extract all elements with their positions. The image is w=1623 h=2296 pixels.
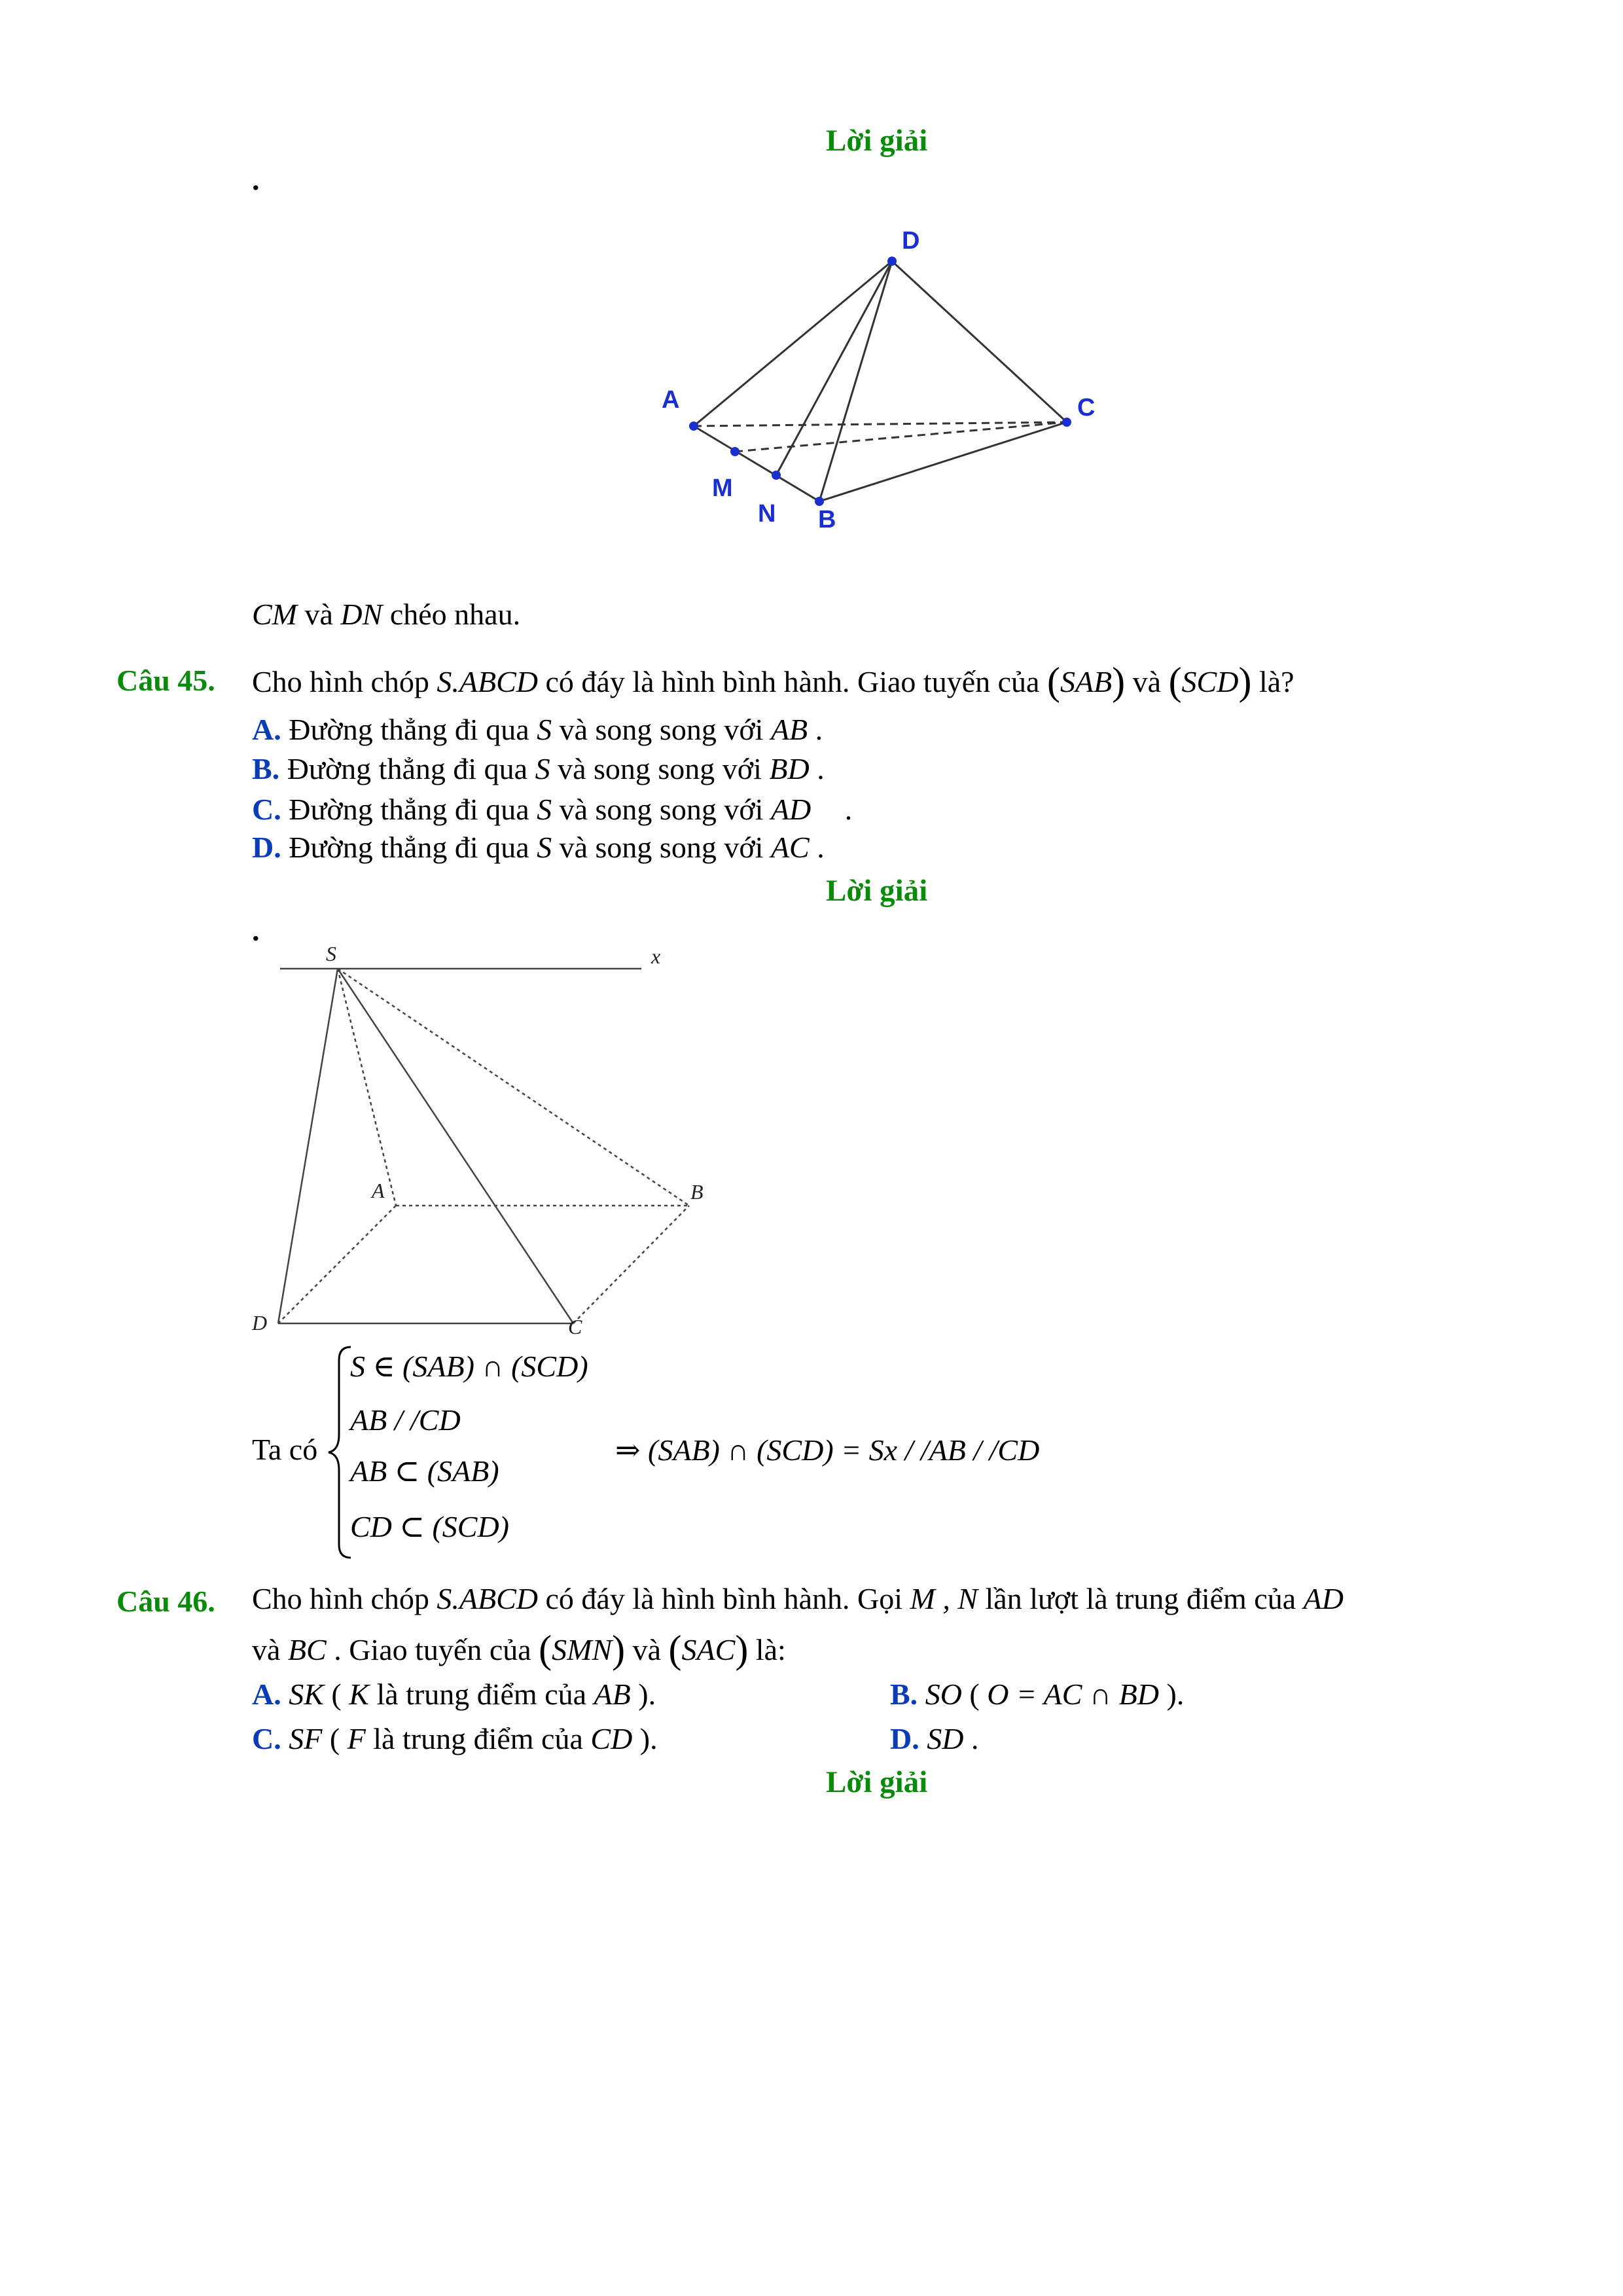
option-segment: CD bbox=[590, 1722, 633, 1755]
option-letter: A. bbox=[252, 713, 281, 746]
q45-option-b[interactable] bbox=[252, 751, 825, 786]
q45-pyramid: S.ABCD bbox=[437, 665, 538, 698]
conclusion-text: chéo nhau. bbox=[389, 598, 521, 631]
label-D: D bbox=[902, 227, 920, 255]
option-letter: C. bbox=[252, 1722, 281, 1755]
option-end: . bbox=[809, 831, 825, 864]
edge-DC bbox=[892, 261, 1067, 422]
q46-text-end: là: bbox=[748, 1633, 786, 1666]
q46-text-1: Cho hình chóp bbox=[252, 1582, 437, 1615]
system-intro: Ta có bbox=[252, 1433, 318, 1466]
question-46-line-1 bbox=[252, 1581, 1522, 1616]
point-D bbox=[887, 257, 897, 266]
option-close: ). bbox=[630, 1677, 656, 1711]
label-x: x bbox=[651, 944, 661, 968]
q46-plane-SAC: SAC bbox=[681, 1633, 736, 1666]
system-line-4: CD ⊂ (SCD) bbox=[350, 1510, 509, 1543]
option-text: Đường thẳng đi qua bbox=[289, 713, 537, 746]
label-C: C bbox=[568, 1315, 582, 1338]
q46-seg-BC: BC bbox=[287, 1633, 327, 1666]
pyramid-figure bbox=[249, 929, 746, 1348]
option-text: Đường thẳng đi qua bbox=[289, 831, 537, 864]
q46-points: M , N bbox=[910, 1582, 978, 1615]
label-B: B bbox=[690, 1180, 704, 1204]
q45-option-d[interactable] bbox=[252, 830, 825, 865]
label-C: C bbox=[1077, 394, 1096, 422]
option-letter: B. bbox=[890, 1677, 918, 1711]
edge-BC bbox=[819, 422, 1067, 501]
option-segment: BD bbox=[769, 752, 810, 785]
conj-text: và bbox=[304, 598, 333, 631]
bullet-dot-2: . bbox=[252, 914, 260, 947]
q45-and: và bbox=[1125, 665, 1169, 698]
q46-text-4: và bbox=[252, 1633, 288, 1666]
q46-text-2: có đáy là hình bình hành. Gọi bbox=[538, 1582, 910, 1615]
q45-option-a[interactable] bbox=[252, 712, 823, 747]
edge-DA bbox=[694, 261, 892, 426]
option-main: SF bbox=[289, 1722, 323, 1755]
edge-MC-hidden bbox=[735, 422, 1067, 452]
option-main: SO bbox=[925, 1677, 962, 1711]
point-M bbox=[730, 447, 740, 456]
option-point: S bbox=[537, 793, 552, 826]
tetrahedron-figure bbox=[641, 223, 1126, 537]
q45-plane-SAB: SAB bbox=[1060, 665, 1113, 698]
question-45-number: Câu 45. bbox=[116, 664, 215, 697]
option-point: S bbox=[535, 752, 550, 785]
option-segment: AC bbox=[770, 831, 810, 864]
system-line-2: AB / /CD bbox=[350, 1403, 461, 1437]
edge-DN bbox=[776, 261, 892, 475]
option-open: ( bbox=[323, 1677, 349, 1711]
option-text-2: và song song với bbox=[550, 752, 770, 785]
solution-heading-2: Lời giải bbox=[826, 874, 928, 908]
label-A: A bbox=[662, 386, 680, 414]
option-segment: AB bbox=[594, 1677, 631, 1711]
label-M: M bbox=[712, 475, 733, 502]
option-close: ). bbox=[1159, 1677, 1185, 1711]
edge-SD bbox=[278, 969, 338, 1323]
q45-text-end: là? bbox=[1251, 665, 1294, 698]
edge-AD-hidden bbox=[278, 1206, 396, 1323]
edge-CB bbox=[573, 1206, 689, 1323]
edge-AC-hidden bbox=[694, 422, 1067, 426]
option-segment: AB bbox=[770, 713, 808, 746]
system-line-3: AB ⊂ (SAB) bbox=[350, 1454, 499, 1488]
q46-option-b[interactable] bbox=[890, 1677, 1184, 1712]
option-close: ). bbox=[632, 1722, 658, 1755]
q45-option-c[interactable] bbox=[252, 792, 852, 827]
question-46-number: Câu 46. bbox=[116, 1585, 215, 1618]
q46-and: và bbox=[625, 1633, 669, 1666]
point-A bbox=[689, 422, 698, 431]
bullet-dot-1: . bbox=[252, 163, 260, 196]
system-result: ⇒ (SAB) ∩ (SCD) = Sx / /AB / /CD bbox=[615, 1433, 1040, 1467]
label-D: D bbox=[252, 1311, 268, 1335]
option-letter: D. bbox=[890, 1722, 919, 1755]
q45-plane-SCD: SCD bbox=[1181, 665, 1239, 698]
label-N: N bbox=[758, 500, 776, 528]
option-text: Đường thẳng đi qua bbox=[287, 752, 535, 785]
option-letter: D. bbox=[252, 831, 281, 864]
option-open: ( bbox=[961, 1677, 988, 1711]
edge-DB bbox=[819, 261, 892, 501]
solution-heading-3: Lời giải bbox=[826, 1765, 928, 1799]
option-text-2: và song song với bbox=[552, 713, 771, 746]
option-main: SD bbox=[927, 1722, 964, 1755]
option-point: K bbox=[349, 1677, 369, 1711]
label-B: B bbox=[818, 506, 836, 533]
option-expression: O = AC ∩ BD bbox=[987, 1677, 1159, 1711]
option-letter: A. bbox=[252, 1677, 281, 1711]
q46-pyramid: S.ABCD bbox=[437, 1582, 538, 1615]
edge-SC bbox=[338, 969, 573, 1323]
option-text: Đường thẳng đi qua bbox=[289, 793, 537, 826]
option-end: . bbox=[808, 713, 823, 746]
line-DN: DN bbox=[340, 598, 383, 631]
label-A: A bbox=[372, 1179, 385, 1202]
q46-option-a[interactable] bbox=[252, 1677, 656, 1712]
option-point: F bbox=[347, 1722, 366, 1755]
q46-option-d[interactable] bbox=[890, 1721, 978, 1756]
option-text: là trung điểm của bbox=[365, 1722, 591, 1755]
line-CM: CM bbox=[252, 598, 297, 631]
q46-text-3: lần lượt là trung điểm của bbox=[978, 1582, 1304, 1615]
option-point: S bbox=[537, 831, 552, 864]
option-open: ( bbox=[322, 1722, 348, 1755]
q46-option-c[interactable] bbox=[252, 1721, 658, 1756]
option-text-2: và song song với bbox=[552, 793, 771, 826]
option-end: . bbox=[837, 793, 853, 826]
edge-SB bbox=[338, 969, 689, 1206]
question-45-prompt: Cho hình chóp S.ABCD có đáy là hình bình hành. Giao tuyến của (SAB) và (SCD) là? bbox=[252, 660, 1294, 703]
q45-text-2: có đáy là hình bình hành. Giao tuyến của bbox=[538, 665, 1047, 698]
option-point: S bbox=[537, 713, 552, 746]
option-close: . bbox=[963, 1722, 979, 1755]
point-N bbox=[772, 471, 781, 480]
solution-heading-1: Lời giải bbox=[826, 124, 928, 158]
edge-SA-hidden bbox=[338, 969, 396, 1206]
system-line-1: S ∈ (SAB) ∩ (SCD) bbox=[350, 1350, 588, 1383]
point-C bbox=[1062, 418, 1071, 427]
option-end: . bbox=[809, 752, 825, 785]
option-text-2: và song song với bbox=[552, 831, 771, 864]
q46-seg-AD: AD bbox=[1303, 1582, 1344, 1615]
q45-text-1: Cho hình chóp bbox=[252, 665, 437, 698]
option-letter: C. bbox=[252, 793, 281, 826]
option-main: SK bbox=[289, 1677, 324, 1711]
q46-plane-SMN: SMN bbox=[552, 1633, 613, 1666]
option-segment: AD bbox=[770, 793, 812, 826]
conclusion-44 bbox=[252, 597, 520, 632]
point-B bbox=[815, 497, 824, 506]
question-46-line-2: và BC . Giao tuyến của (SMN) và (SAC) là: bbox=[252, 1628, 786, 1671]
option-text: là trung điểm của bbox=[368, 1677, 594, 1711]
q46-text-5: . Giao tuyến của bbox=[326, 1633, 539, 1666]
label-S: S bbox=[326, 942, 336, 965]
option-letter: B. bbox=[252, 752, 280, 785]
